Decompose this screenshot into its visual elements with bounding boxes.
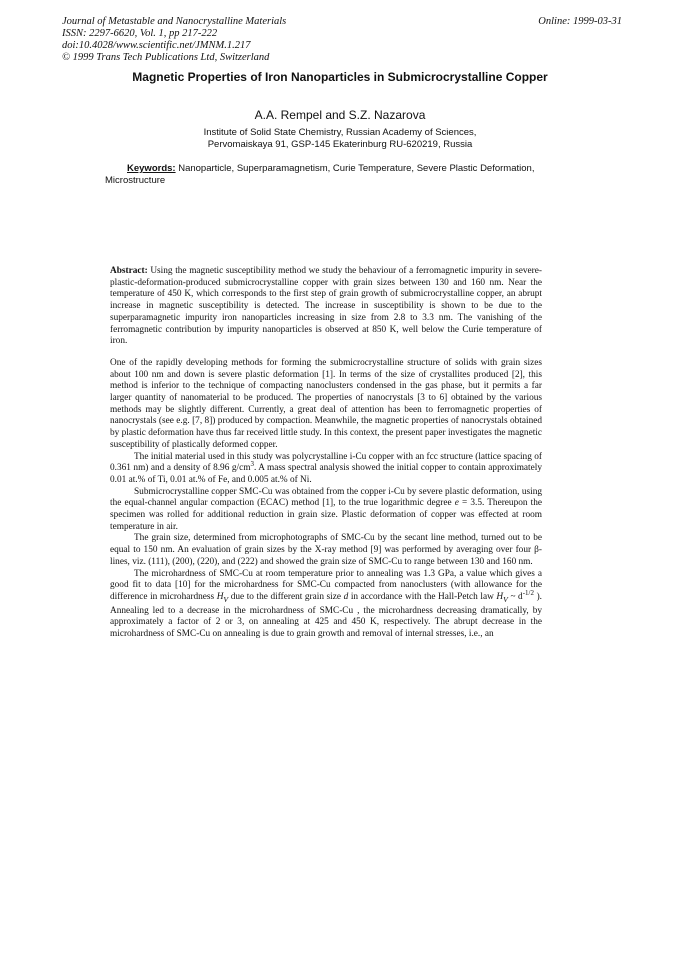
p3-text-b: = 3.5. Thereupon the specimen was rolled for additional reduction in grain size. Plastic deformation of copper was effected at room temperature in air. xyxy=(110,498,542,532)
abstract-label: Abstract: xyxy=(110,266,148,276)
p2-superscript: 3 xyxy=(250,460,254,469)
p3-text-a: Submicrocrystalline copper SMC-Cu was obtained from the copper i-Cu by severe plastic deformation, using the equal-channel angular compaction (ECAC) method [1], to the true logarithmic degree xyxy=(110,486,542,509)
journal-copyright: © 1999 Trans Tech Publications Ltd, Switzerland xyxy=(62,52,270,63)
journal-issn: ISSN: 2297-6620, Vol. 1, pp 217-222 xyxy=(62,28,218,39)
journal-doi: doi:10.4028/www.scientific.net/JMNM.1.217 xyxy=(62,40,251,51)
p5-symbol-d: d xyxy=(343,591,349,602)
p3-symbol-e: e xyxy=(454,498,459,509)
keywords-label: Keywords: xyxy=(127,163,176,174)
journal-name: Journal of Metastable and Nanocrystalline Materials xyxy=(62,16,287,27)
p2-text-b: . A mass spectral analysis showed the initial copper to contain approximately 0.01 at.% of Ti, 0.01 at.% of Fe, and 0.005 at.% of Ni. xyxy=(110,463,542,485)
p5-law-subscript: V xyxy=(503,594,508,604)
paper-title: Magnetic Properties of Iron Nanoparticles in Submicrocrystalline Copper xyxy=(132,70,548,84)
p5-text-a: The microhardness of SMC-Cu at room temperature prior to annealing was 1.3 GPa, a value which gives a good fit to data [10] for the microhardness for SMC-Cu compacted from nanoclusters (with allowance for the difference in microhardness xyxy=(110,568,542,602)
p5-text-d: ). Annealing led to a decrease in the microhardness of SMC-Cu , the microhardness decreasing dramatically, by approximately a factor of 2 or 3, on annealing at 425 and 450 K, respectively. The abrupt decrease in the microhardness of SMC-Cu on annealing is due to grain growth and removal of internal stresses, i.e., an xyxy=(110,591,542,639)
keywords xyxy=(105,163,580,187)
author-affiliation xyxy=(100,127,580,151)
p5-law-tail: ~ d xyxy=(507,591,523,602)
affiliation-line-2: Pervomaiskaya 91, GSP-145 Ekaterinburg RU-620219, Russia xyxy=(207,139,473,150)
paper-authors: A.A. Rempel and S.Z. Nazarova xyxy=(254,108,426,122)
affiliation-line-1: Institute of Solid State Chemistry, Russian Academy of Sciences, xyxy=(203,127,477,138)
abstract xyxy=(110,266,542,348)
journal-header xyxy=(62,16,622,64)
p5-subscript-v: V xyxy=(223,594,229,604)
p5-law-superscript: -1/2 xyxy=(522,588,534,597)
body-paragraph-5 xyxy=(110,569,542,641)
body-paragraph-2 xyxy=(110,452,542,487)
online-date: Online: 1999-03-31 xyxy=(538,16,622,27)
abstract-text: Using the magnetic susceptibility method we study the behaviour of a ferromagnetic impurity in severe-plastic-deformation-produced submicrocrystalline copper with grain sizes between 130 and 160 nm. Near the temperature of 450 K, which corresponds to the first step of grain growth of submicrocrystalline copper, an abrupt increase in magnetic susceptibility is detected. The increase in susceptibility is shown to be due to the superparamagnetic impurity iron nanoparticles increasing in size from 2.8 to 3.3 nm. The vanishing of the ferromagnetic contribution by impurity nanoparticles is observed at 850 K, well below the Curie temperature of iron. xyxy=(110,266,542,347)
body-paragraph-3 xyxy=(110,487,542,534)
p5-text-c: in accordance with the Hall-Petch law xyxy=(348,591,497,602)
p5-law-h: H xyxy=(496,591,504,602)
body-paragraph-4: The grain size, determined from microphotographs of SMC-Cu by the secant line method, turned out to be equal to 150 nm. An evaluation of grain sizes by the X-ray method [9] was performed by averaging over four β-lines, viz. (111), (200), (220), and (222) and showed the grain size of SMC-Cu to range between 130 and 160 nm. xyxy=(110,533,542,567)
p5-symbol-h: H xyxy=(216,591,224,602)
paper-body xyxy=(110,266,542,641)
keywords-text: Nanoparticle, Superparamagnetism, Curie Temperature, Severe Plastic Deformation, Microstructure xyxy=(105,163,535,186)
body-paragraph-1: One of the rapidly developing methods for forming the submicrocrystalline structure of solids with grain sizes about 100 nm and down is severe plastic deformation [1]. In terms of the size of crystallites produced [2], this method is inferior to the technique of compacting nanoclusters condensed in the gas phase, but it permits a far larger quantity of nanomaterial to be produced. The properties of nanocrystals [3 to 6] obtained by the various methods may be slightly different. Currently, a great deal of attention has been to ferromagnetic properties of nanocrystals (see e.g. [7, 8]) produced by compaction. Meanwhile, the magnetic properties of nanocrystals obtained by plastic deformation have thus far received little study. In this context, the present paper investigates the magnetic susceptibility of plastically deformed copper. xyxy=(110,357,542,450)
p2-text-a: The initial material used in this study was polycrystalline i-Cu copper with an fcc structure (lattice spacing of 0.361 nm) and a density of 8.96 g/cm xyxy=(110,451,542,474)
p5-text-b: due to the different grain size xyxy=(228,591,344,602)
